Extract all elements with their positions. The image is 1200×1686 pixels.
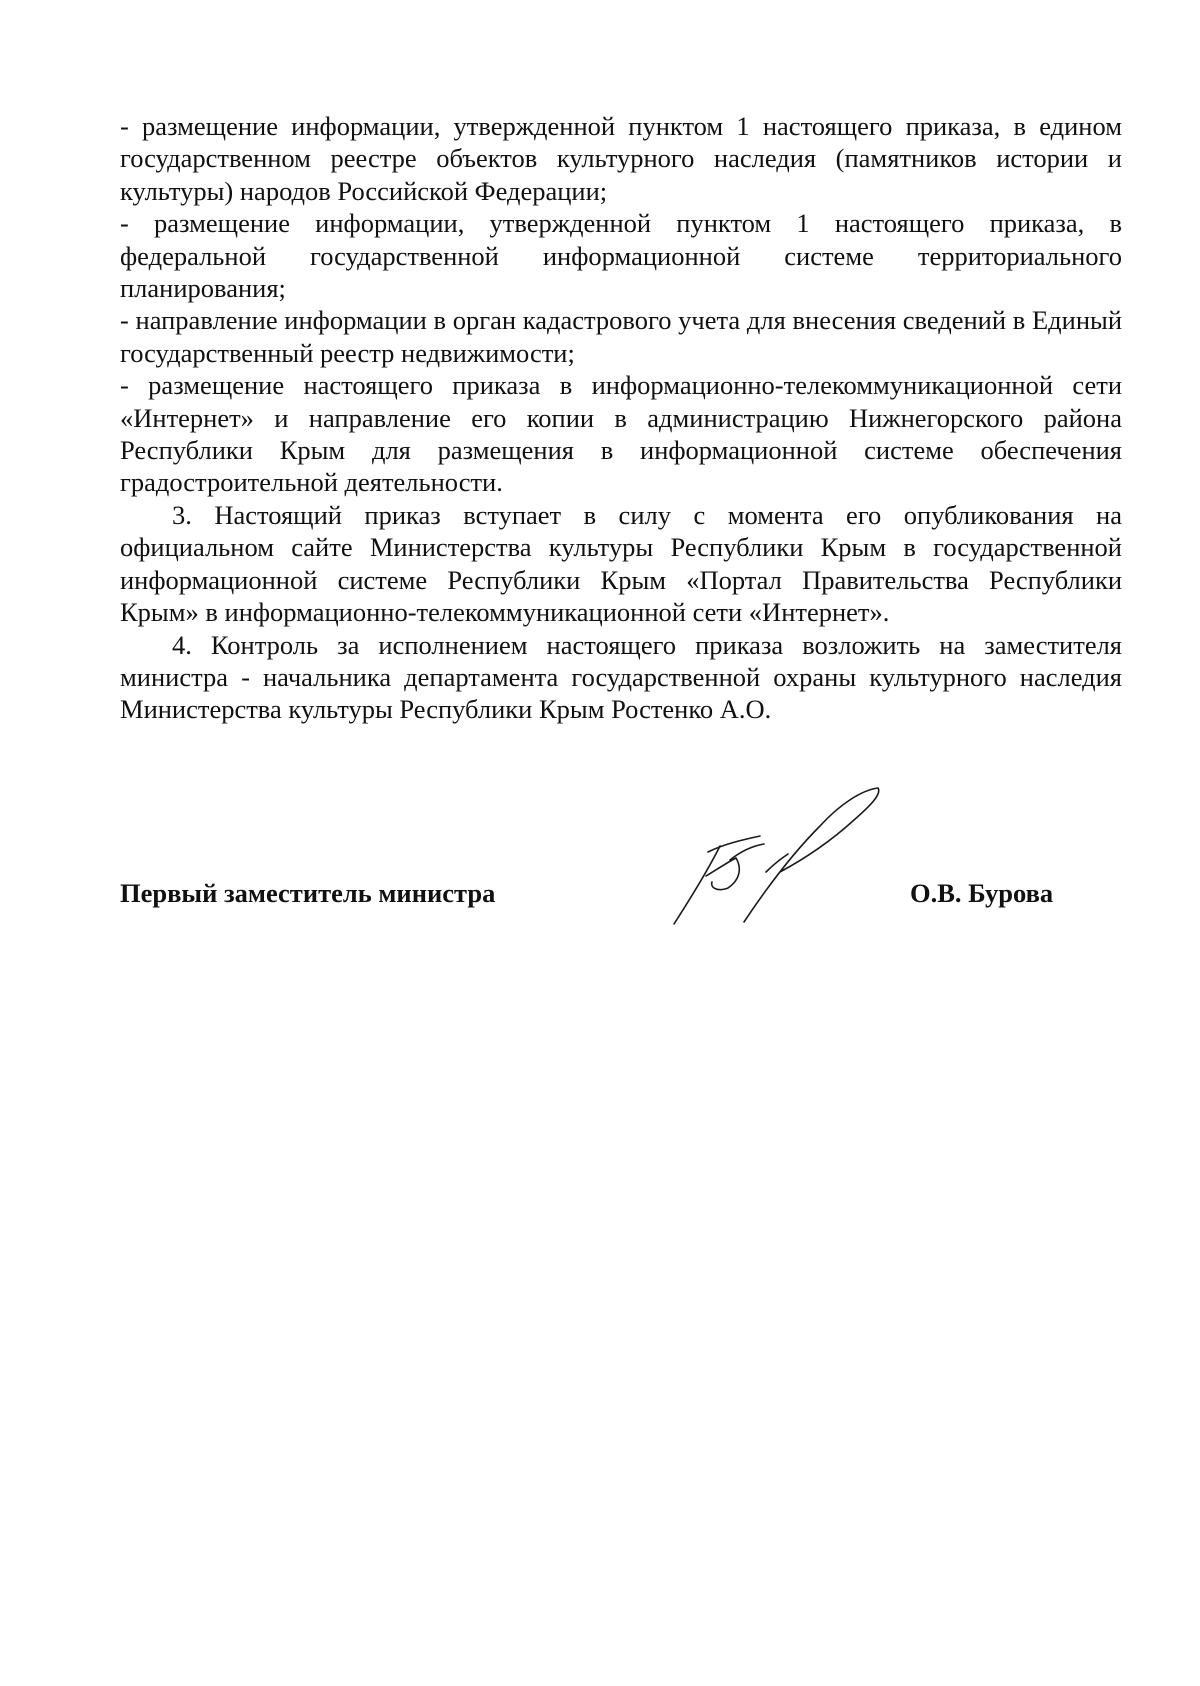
signature-block — [120, 878, 1120, 918]
paragraph-bullet-cadastre: - направление информации в орган кадастрового учета для внесения сведений в Единый государственный реестр недвижимости; — [120, 305, 1122, 368]
paragraph-item-4: 4. Контроль за исполнением настоящего приказа возложить на заместителя министра - начальника департамента государственной охраны культурного наследия Министерства культуры Республики Крым Ростенко А.О. — [120, 629, 1122, 725]
paragraph-bullet-egrokn: - размещение информации, утвержденной пунктом 1 настоящего приказа, в едином государственном реестре объектов культурного наследия (памятников истории и культуры) народов Российской Федерации; — [120, 111, 1122, 206]
signatory-position: Первый заместитель министра — [120, 878, 496, 908]
document-body — [120, 110, 1122, 726]
paragraph-bullet-internet: - размещение настоящего приказа в информационно-телекоммуникационной сети «Интернет» и направление его копии в администрацию Нижнегорского района Республики Крым для размещения в информационной системе обеспечения градостроительной деятельности. — [120, 370, 1122, 498]
signatory-name: О.В. Бурова — [910, 878, 1054, 908]
paragraph-bullet-fgis-tp: - размещение информации, утвержденной пунктом 1 настоящего приказа, в федеральной государственной информационной системе территориального планирования; — [120, 208, 1122, 304]
paragraph-item-3: 3. Настоящий приказ вступает в силу с момента его опубликования на официальном сайте Министерства культуры Республики Крым в государственной информационной системе Республики Крым «Портал Правительства Республики Крым» в информационно-телекоммуникационной сети «Интернет». — [120, 499, 1122, 628]
handwritten-signature — [670, 784, 910, 934]
